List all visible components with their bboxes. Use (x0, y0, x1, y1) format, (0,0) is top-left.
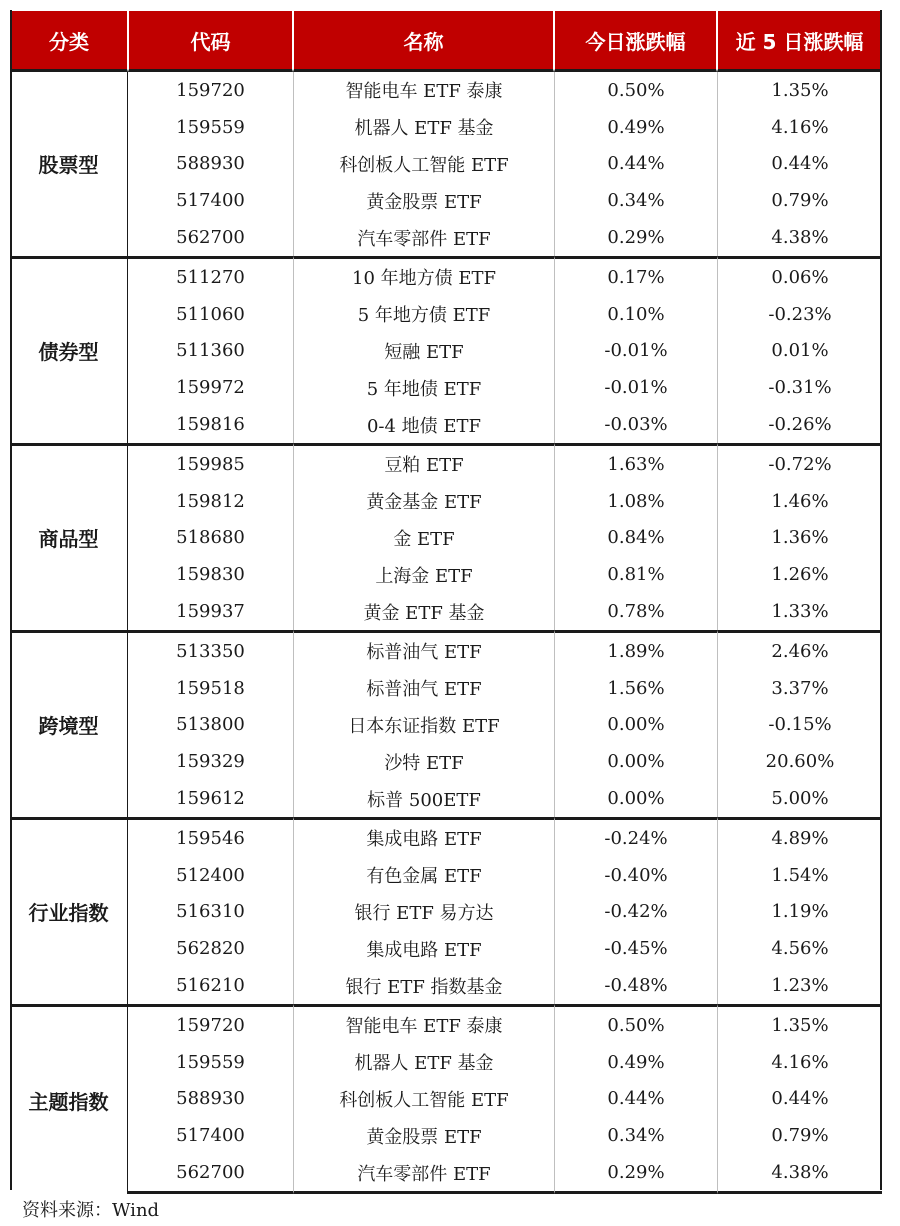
today-change-cell: 0.00% (554, 780, 717, 817)
today-change-cell: 0.34% (554, 1117, 717, 1154)
table-row (10, 443, 882, 483)
today-change-cell: 0.50% (554, 1004, 717, 1044)
name-cell: 集成电路 ETF (293, 817, 554, 857)
code-cell: 159518 (176, 677, 245, 699)
table-row (10, 670, 882, 707)
name-cell: 10 年地方债 ETF (293, 256, 554, 296)
today-change-cell: -0.03% (554, 406, 717, 443)
code-cell: 588930 (176, 153, 245, 175)
table-row (10, 1154, 882, 1194)
code-cell: 159329 (176, 751, 245, 773)
five-day-change-cell: 1.26% (717, 556, 882, 593)
today-change-cell: 0.29% (554, 219, 717, 256)
code-cell: 159812 (176, 490, 245, 512)
five-day-change-cell: 1.35% (717, 72, 882, 109)
today-change-cell: 0.50% (554, 72, 717, 109)
table-row (10, 256, 882, 296)
code-cell: 511060 (176, 303, 245, 325)
code-cell: 588930 (176, 1088, 245, 1110)
name-cell: 上海金 ETF (293, 556, 554, 593)
name-cell: 黄金基金 ETF (293, 483, 554, 520)
category-cell: 跨境型 (10, 630, 128, 817)
table-row (10, 593, 882, 630)
today-change-cell: 0.78% (554, 593, 717, 630)
code-cell: 511270 (128, 256, 293, 296)
category-cell: 股票型 (10, 72, 128, 256)
name-cell: 短融 ETF (293, 333, 554, 370)
five-day-change-cell: 1.19% (717, 894, 882, 931)
code-cell: 159559 (176, 116, 245, 138)
five-day-change-cell: 1.35% (717, 1004, 882, 1044)
name-cell: 机器人 ETF 基金 (293, 109, 554, 146)
code-cell: 517400 (176, 1125, 245, 1147)
five-day-change-cell: 1.23% (717, 967, 882, 1004)
five-day-change-cell: -0.31% (717, 369, 882, 406)
table-row (10, 369, 882, 406)
today-change-cell: 1.89% (554, 630, 717, 670)
five-day-change-cell: -0.26% (717, 406, 882, 443)
today-change-cell: 1.63% (554, 443, 717, 483)
name-cell: 0-4 地债 ETF (293, 406, 554, 443)
table-row (10, 1004, 882, 1044)
code-cell: 512400 (176, 864, 245, 886)
name-cell: 银行 ETF 指数基金 (293, 967, 554, 1004)
five-day-change-cell: 4.38% (717, 1154, 882, 1194)
table-row (10, 1081, 882, 1118)
code-cell: 511360 (176, 340, 245, 362)
table-row (10, 219, 882, 256)
code-cell: 517400 (176, 190, 245, 212)
table-row (10, 296, 882, 333)
five-day-change-cell: 5.00% (717, 780, 882, 817)
code-cell: 516210 (176, 975, 245, 997)
code-cell: 513800 (176, 714, 245, 736)
five-day-change-cell: 2.46% (717, 630, 882, 670)
name-cell: 豆粕 ETF (293, 443, 554, 483)
table-row (10, 1117, 882, 1154)
today-change-cell: -0.40% (554, 857, 717, 894)
code-cell: 159937 (176, 601, 245, 623)
name-cell: 汽车零部件 ETF (293, 219, 554, 256)
name-cell: 智能电车 ETF 泰康 (293, 1004, 554, 1044)
header-row (10, 10, 882, 72)
today-change-cell: -0.24% (554, 817, 717, 857)
five-day-change-cell: -0.72% (717, 443, 882, 483)
today-change-cell: 0.00% (554, 743, 717, 780)
five-day-change-cell: 0.79% (717, 1117, 882, 1154)
name-cell: 黄金股票 ETF (293, 1117, 554, 1154)
table-body (10, 72, 882, 1194)
name-cell: 智能电车 ETF 泰康 (293, 72, 554, 109)
five-day-change-cell: 0.06% (717, 256, 882, 296)
name-cell: 日本东证指数 ETF (293, 707, 554, 744)
table-row (10, 1044, 882, 1081)
table-row (10, 817, 882, 857)
name-cell: 标普 500ETF (293, 780, 554, 817)
today-change-cell: 1.08% (554, 483, 717, 520)
name-cell: 集成电路 ETF (293, 930, 554, 967)
five-day-change-cell: 4.38% (717, 219, 882, 256)
source-note: 资料来源：Wind (22, 1200, 160, 1221)
code-cell: 562700 (176, 227, 245, 249)
today-change-cell: 0.44% (554, 146, 717, 183)
code-cell: 513350 (128, 630, 293, 670)
table-row (10, 930, 882, 967)
name-cell: 5 年地方债 ETF (293, 296, 554, 333)
table-row (10, 333, 882, 370)
code-cell: 159985 (128, 443, 293, 483)
code-cell: 562700 (128, 1154, 293, 1194)
code-cell: 159559 (176, 1051, 245, 1073)
name-cell: 沙特 ETF (293, 743, 554, 780)
code-cell: 518680 (176, 527, 245, 549)
today-change-cell: 0.10% (554, 296, 717, 333)
name-cell: 标普油气 ETF (293, 670, 554, 707)
table-row (10, 556, 882, 593)
table-row (10, 743, 882, 780)
category-cell: 行业指数 (10, 817, 128, 1004)
today-change-cell: 1.56% (554, 670, 717, 707)
today-change-cell: 0.84% (554, 520, 717, 557)
code-cell: 516310 (176, 901, 245, 923)
code-cell: 159816 (176, 414, 245, 436)
name-cell: 汽车零部件 ETF (293, 1154, 554, 1194)
name-cell: 科创板人工智能 ETF (293, 146, 554, 183)
category-cell: 债券型 (10, 256, 128, 443)
five-day-change-cell: 0.79% (717, 182, 882, 219)
name-cell: 银行 ETF 易方达 (293, 894, 554, 931)
table-row (10, 520, 882, 557)
table-row (10, 109, 882, 146)
five-day-change-cell: 20.60% (717, 743, 882, 780)
category-cell: 商品型 (10, 443, 128, 630)
code-cell: 159612 (176, 788, 245, 810)
code-cell: 159720 (176, 79, 245, 101)
today-change-cell: 0.29% (554, 1154, 717, 1194)
five-day-change-cell: 1.46% (717, 483, 882, 520)
code-cell: 159720 (128, 1004, 293, 1044)
header-category: 分类 (10, 10, 128, 72)
today-change-cell: -0.01% (554, 333, 717, 370)
today-change-cell: 0.49% (554, 109, 717, 146)
table-row (10, 630, 882, 670)
today-change-cell: -0.48% (554, 967, 717, 1004)
today-change-cell: 0.00% (554, 707, 717, 744)
name-cell: 科创板人工智能 ETF (293, 1081, 554, 1118)
five-day-change-cell: -0.15% (717, 707, 882, 744)
table-row (10, 707, 882, 744)
code-cell: 159830 (176, 564, 245, 586)
table-row (10, 182, 882, 219)
five-day-change-cell: 1.54% (717, 857, 882, 894)
five-day-change-cell: 4.16% (717, 1044, 882, 1081)
table-row (10, 780, 882, 817)
name-cell: 金 ETF (293, 520, 554, 557)
five-day-change-cell: 1.33% (717, 593, 882, 630)
code-cell: 159546 (128, 817, 293, 857)
five-day-change-cell: 3.37% (717, 670, 882, 707)
five-day-change-cell: 4.89% (717, 817, 882, 857)
name-cell: 黄金股票 ETF (293, 182, 554, 219)
header-name: 名称 (293, 10, 554, 72)
today-change-cell: -0.01% (554, 369, 717, 406)
table-row (10, 72, 882, 109)
name-cell: 机器人 ETF 基金 (293, 1044, 554, 1081)
today-change-cell: 0.49% (554, 1044, 717, 1081)
today-change-cell: -0.45% (554, 930, 717, 967)
table-row (10, 483, 882, 520)
five-day-change-cell: 0.44% (717, 146, 882, 183)
header-5day-change: 近 5 日涨跌幅 (717, 10, 882, 72)
today-change-cell: -0.42% (554, 894, 717, 931)
today-change-cell: 0.17% (554, 256, 717, 296)
today-change-cell: 0.44% (554, 1081, 717, 1118)
header-today-change: 今日涨跌幅 (554, 10, 717, 72)
table-row (10, 857, 882, 894)
five-day-change-cell: 4.56% (717, 930, 882, 967)
table-row (10, 146, 882, 183)
name-cell: 有色金属 ETF (293, 857, 554, 894)
five-day-change-cell: 1.36% (717, 520, 882, 557)
table-row (10, 406, 882, 443)
table-row (10, 967, 882, 1004)
code-cell: 159972 (176, 377, 245, 399)
five-day-change-cell: 0.01% (717, 333, 882, 370)
five-day-change-cell: 4.16% (717, 109, 882, 146)
table-row (10, 894, 882, 931)
name-cell: 5 年地债 ETF (293, 369, 554, 406)
name-cell: 标普油气 ETF (293, 630, 554, 670)
name-cell: 黄金 ETF 基金 (293, 593, 554, 630)
today-change-cell: 0.81% (554, 556, 717, 593)
category-cell: 主题指数 (10, 1004, 128, 1194)
code-cell: 562820 (176, 938, 245, 960)
etf-performance-table (10, 10, 882, 1194)
header-code: 代码 (128, 10, 293, 72)
five-day-change-cell: -0.23% (717, 296, 882, 333)
five-day-change-cell: 0.44% (717, 1081, 882, 1118)
today-change-cell: 0.34% (554, 182, 717, 219)
